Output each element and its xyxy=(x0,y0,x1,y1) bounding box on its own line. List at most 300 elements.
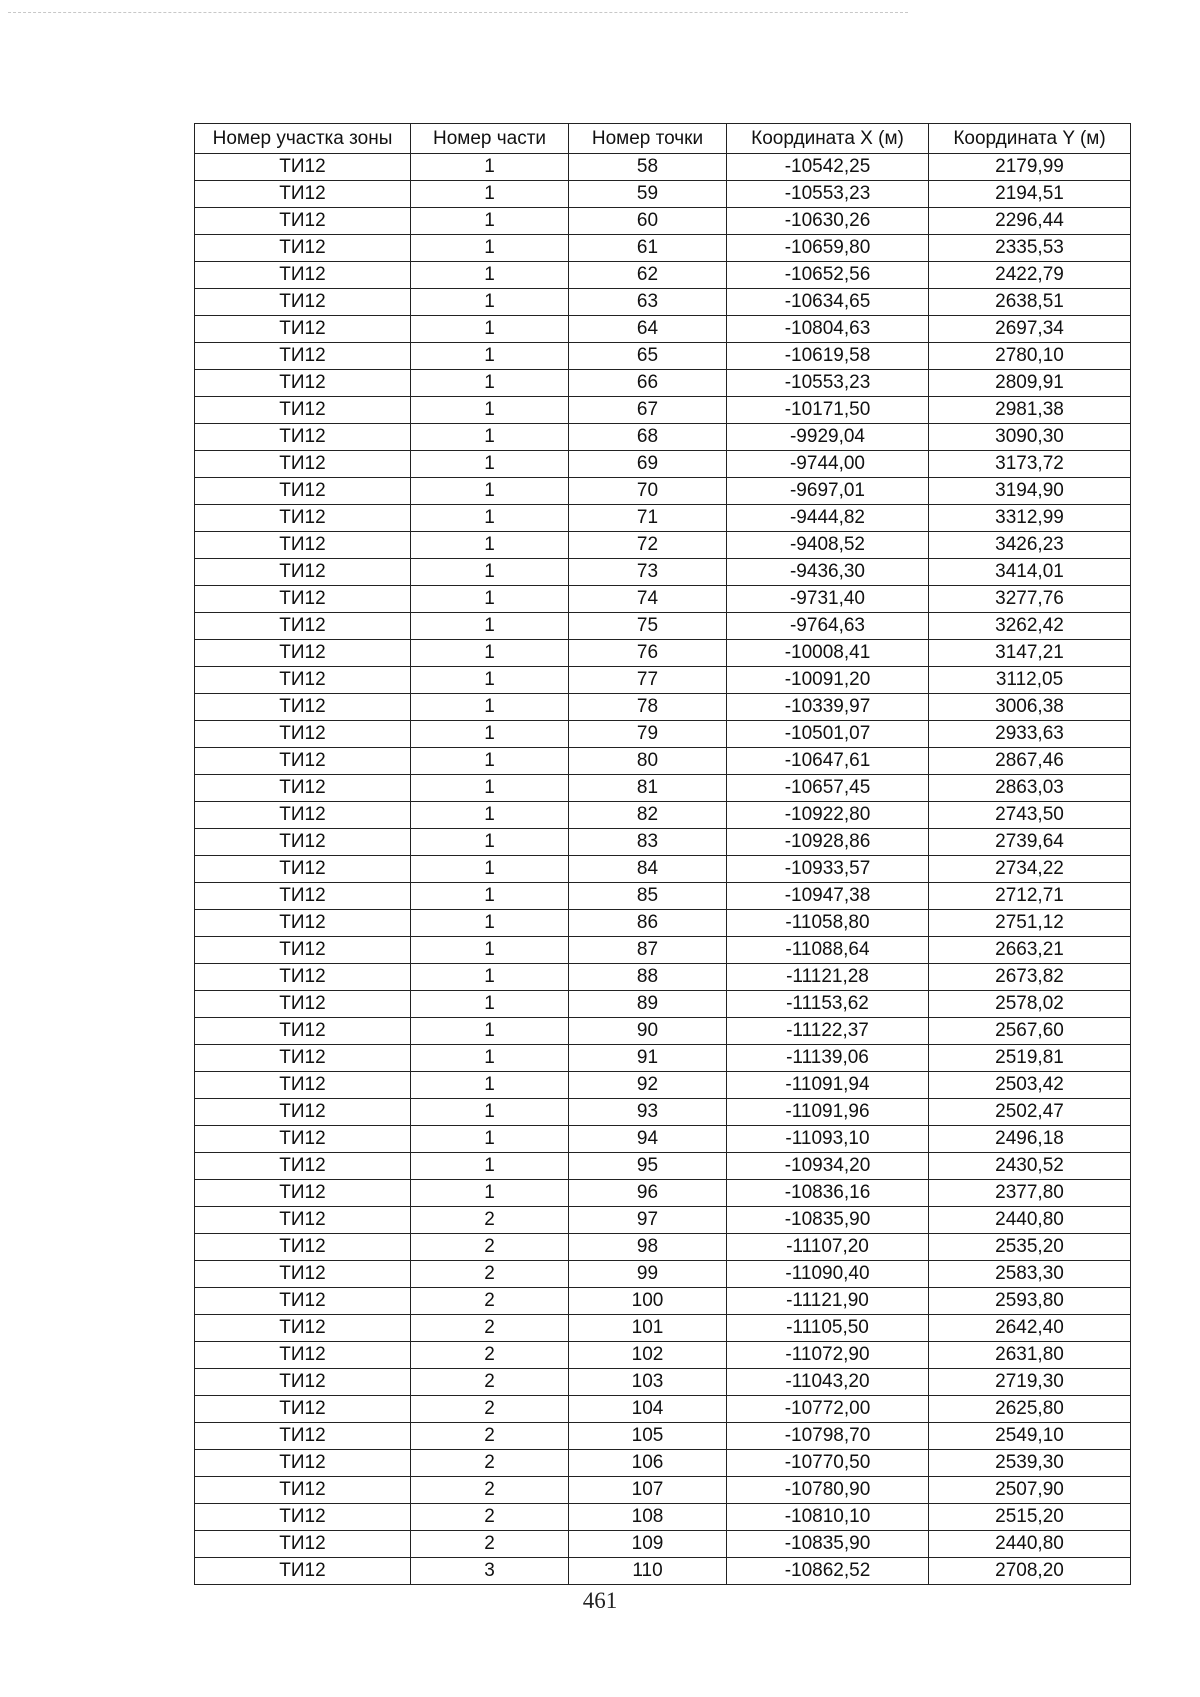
cell-part-number: 1 xyxy=(411,1018,569,1045)
table-row xyxy=(195,1396,1131,1423)
cell-coordinate-y: 2739,64 xyxy=(929,829,1131,856)
cell-coordinate-y: 2734,22 xyxy=(929,856,1131,883)
cell-coordinate-x: -10772,00 xyxy=(727,1396,929,1423)
cell-point-number: 99 xyxy=(569,1261,727,1288)
cell-coordinate-y: 3147,21 xyxy=(929,640,1131,667)
cell-zone-section: ТИ12 xyxy=(195,991,411,1018)
cell-coordinate-y: 2539,30 xyxy=(929,1450,1131,1477)
cell-coordinate-y: 2981,38 xyxy=(929,397,1131,424)
cell-zone-section: ТИ12 xyxy=(195,181,411,208)
table-row xyxy=(195,1423,1131,1450)
cell-zone-section: ТИ12 xyxy=(195,1450,411,1477)
table-row xyxy=(195,1099,1131,1126)
cell-part-number: 2 xyxy=(411,1477,569,1504)
cell-coordinate-y: 3173,72 xyxy=(929,451,1131,478)
table-row xyxy=(195,1153,1131,1180)
cell-coordinate-x: -10862,52 xyxy=(727,1558,929,1585)
cell-zone-section: ТИ12 xyxy=(195,1396,411,1423)
cell-point-number: 70 xyxy=(569,478,727,505)
cell-zone-section: ТИ12 xyxy=(195,343,411,370)
cell-part-number: 1 xyxy=(411,559,569,586)
cell-zone-section: ТИ12 xyxy=(195,1153,411,1180)
cell-point-number: 105 xyxy=(569,1423,727,1450)
cell-zone-section: ТИ12 xyxy=(195,505,411,532)
cell-coordinate-y: 2535,20 xyxy=(929,1234,1131,1261)
cell-point-number: 98 xyxy=(569,1234,727,1261)
cell-coordinate-x: -9444,82 xyxy=(727,505,929,532)
cell-point-number: 91 xyxy=(569,1045,727,1072)
cell-coordinate-y: 3112,05 xyxy=(929,667,1131,694)
cell-coordinate-x: -11139,06 xyxy=(727,1045,929,1072)
cell-point-number: 102 xyxy=(569,1342,727,1369)
cell-zone-section: ТИ12 xyxy=(195,694,411,721)
cell-zone-section: ТИ12 xyxy=(195,883,411,910)
cell-coordinate-y: 3414,01 xyxy=(929,559,1131,586)
cell-part-number: 1 xyxy=(411,721,569,748)
cell-zone-section: ТИ12 xyxy=(195,208,411,235)
cell-zone-section: ТИ12 xyxy=(195,640,411,667)
cell-coordinate-y: 2863,03 xyxy=(929,775,1131,802)
cell-point-number: 62 xyxy=(569,262,727,289)
table-row xyxy=(195,1477,1131,1504)
cell-zone-section: ТИ12 xyxy=(195,1072,411,1099)
cell-coordinate-y: 2593,80 xyxy=(929,1288,1131,1315)
cell-part-number: 1 xyxy=(411,1126,569,1153)
cell-zone-section: ТИ12 xyxy=(195,1180,411,1207)
cell-coordinate-x: -9436,30 xyxy=(727,559,929,586)
table-row xyxy=(195,1234,1131,1261)
cell-point-number: 88 xyxy=(569,964,727,991)
cell-point-number: 80 xyxy=(569,748,727,775)
table-body xyxy=(195,154,1131,1585)
cell-coordinate-y: 2642,40 xyxy=(929,1315,1131,1342)
cell-point-number: 93 xyxy=(569,1099,727,1126)
cell-part-number: 2 xyxy=(411,1342,569,1369)
table-row xyxy=(195,613,1131,640)
cell-part-number: 1 xyxy=(411,1099,569,1126)
cell-part-number: 1 xyxy=(411,1180,569,1207)
cell-part-number: 2 xyxy=(411,1288,569,1315)
cell-coordinate-x: -9731,40 xyxy=(727,586,929,613)
cell-coordinate-y: 3262,42 xyxy=(929,613,1131,640)
cell-coordinate-y: 3277,76 xyxy=(929,586,1131,613)
table-row xyxy=(195,1531,1131,1558)
cell-part-number: 2 xyxy=(411,1261,569,1288)
cell-zone-section: ТИ12 xyxy=(195,937,411,964)
cell-coordinate-y: 2440,80 xyxy=(929,1531,1131,1558)
cell-point-number: 67 xyxy=(569,397,727,424)
cell-coordinate-y: 2578,02 xyxy=(929,991,1131,1018)
cell-coordinate-y: 2567,60 xyxy=(929,1018,1131,1045)
cell-coordinate-x: -10339,97 xyxy=(727,694,929,721)
cell-zone-section: ТИ12 xyxy=(195,397,411,424)
cell-point-number: 74 xyxy=(569,586,727,613)
cell-coordinate-x: -11153,62 xyxy=(727,991,929,1018)
cell-coordinate-x: -11121,28 xyxy=(727,964,929,991)
table-row xyxy=(195,721,1131,748)
cell-part-number: 2 xyxy=(411,1234,569,1261)
cell-coordinate-y: 2519,81 xyxy=(929,1045,1131,1072)
cell-point-number: 97 xyxy=(569,1207,727,1234)
cell-coordinate-y: 2631,80 xyxy=(929,1342,1131,1369)
cell-point-number: 103 xyxy=(569,1369,727,1396)
cell-part-number: 1 xyxy=(411,1072,569,1099)
cell-part-number: 1 xyxy=(411,154,569,181)
cell-coordinate-y: 2780,10 xyxy=(929,343,1131,370)
cell-coordinate-x: -10934,20 xyxy=(727,1153,929,1180)
cell-zone-section: ТИ12 xyxy=(195,1045,411,1072)
table-row xyxy=(195,1504,1131,1531)
table-row xyxy=(195,1018,1131,1045)
cell-point-number: 77 xyxy=(569,667,727,694)
cell-part-number: 1 xyxy=(411,640,569,667)
table-row xyxy=(195,1558,1131,1585)
cell-coordinate-y: 2751,12 xyxy=(929,910,1131,937)
table-row xyxy=(195,451,1131,478)
cell-zone-section: ТИ12 xyxy=(195,235,411,262)
cell-zone-section: ТИ12 xyxy=(195,1018,411,1045)
table-row xyxy=(195,829,1131,856)
cell-point-number: 59 xyxy=(569,181,727,208)
cell-part-number: 1 xyxy=(411,829,569,856)
table-row xyxy=(195,397,1131,424)
header-coordinate-x: Координата X (м) xyxy=(727,124,929,154)
cell-coordinate-x: -9697,01 xyxy=(727,478,929,505)
cell-coordinate-y: 2503,42 xyxy=(929,1072,1131,1099)
table-row xyxy=(195,343,1131,370)
cell-coordinate-y: 2515,20 xyxy=(929,1504,1131,1531)
table-row xyxy=(195,181,1131,208)
cell-zone-section: ТИ12 xyxy=(195,775,411,802)
cell-part-number: 1 xyxy=(411,316,569,343)
cell-zone-section: ТИ12 xyxy=(195,316,411,343)
cell-point-number: 95 xyxy=(569,1153,727,1180)
cell-point-number: 107 xyxy=(569,1477,727,1504)
cell-coordinate-x: -11107,20 xyxy=(727,1234,929,1261)
cell-zone-section: ТИ12 xyxy=(195,829,411,856)
table-row xyxy=(195,802,1131,829)
cell-part-number: 2 xyxy=(411,1423,569,1450)
cell-coordinate-x: -11072,90 xyxy=(727,1342,929,1369)
cell-zone-section: ТИ12 xyxy=(195,154,411,181)
cell-part-number: 1 xyxy=(411,586,569,613)
cell-zone-section: ТИ12 xyxy=(195,1261,411,1288)
cell-zone-section: ТИ12 xyxy=(195,613,411,640)
cell-coordinate-y: 2430,52 xyxy=(929,1153,1131,1180)
cell-point-number: 76 xyxy=(569,640,727,667)
cell-point-number: 64 xyxy=(569,316,727,343)
cell-zone-section: ТИ12 xyxy=(195,1288,411,1315)
cell-coordinate-y: 2296,44 xyxy=(929,208,1131,235)
cell-zone-section: ТИ12 xyxy=(195,1369,411,1396)
cell-zone-section: ТИ12 xyxy=(195,1126,411,1153)
table-row xyxy=(195,694,1131,721)
cell-zone-section: ТИ12 xyxy=(195,667,411,694)
cell-point-number: 87 xyxy=(569,937,727,964)
cell-coordinate-x: -10810,10 xyxy=(727,1504,929,1531)
cell-point-number: 101 xyxy=(569,1315,727,1342)
cell-point-number: 92 xyxy=(569,1072,727,1099)
cell-zone-section: ТИ12 xyxy=(195,532,411,559)
cell-part-number: 1 xyxy=(411,694,569,721)
table-row xyxy=(195,667,1131,694)
cell-coordinate-x: -10171,50 xyxy=(727,397,929,424)
cell-coordinate-y: 2422,79 xyxy=(929,262,1131,289)
cell-coordinate-x: -11090,40 xyxy=(727,1261,929,1288)
cell-point-number: 82 xyxy=(569,802,727,829)
cell-coordinate-x: -10928,86 xyxy=(727,829,929,856)
table-row xyxy=(195,748,1131,775)
cell-zone-section: ТИ12 xyxy=(195,289,411,316)
cell-part-number: 1 xyxy=(411,883,569,910)
cell-coordinate-x: -9744,00 xyxy=(727,451,929,478)
cell-part-number: 1 xyxy=(411,451,569,478)
table-row xyxy=(195,208,1131,235)
cell-coordinate-x: -10947,38 xyxy=(727,883,929,910)
cell-coordinate-y: 2719,30 xyxy=(929,1369,1131,1396)
cell-zone-section: ТИ12 xyxy=(195,478,411,505)
cell-coordinate-y: 2743,50 xyxy=(929,802,1131,829)
cell-part-number: 1 xyxy=(411,343,569,370)
cell-point-number: 108 xyxy=(569,1504,727,1531)
cell-coordinate-y: 3090,30 xyxy=(929,424,1131,451)
cell-coordinate-x: -10836,16 xyxy=(727,1180,929,1207)
cell-coordinate-y: 2502,47 xyxy=(929,1099,1131,1126)
cell-point-number: 66 xyxy=(569,370,727,397)
cell-coordinate-y: 2377,80 xyxy=(929,1180,1131,1207)
cell-part-number: 1 xyxy=(411,370,569,397)
cell-point-number: 72 xyxy=(569,532,727,559)
table-row xyxy=(195,1207,1131,1234)
cell-coordinate-x: -11088,64 xyxy=(727,937,929,964)
cell-point-number: 109 xyxy=(569,1531,727,1558)
header-zone-section-number: Номер участка зоны xyxy=(195,124,411,154)
cell-part-number: 3 xyxy=(411,1558,569,1585)
cell-coordinate-x: -11105,50 xyxy=(727,1315,929,1342)
cell-part-number: 2 xyxy=(411,1531,569,1558)
cell-zone-section: ТИ12 xyxy=(195,451,411,478)
cell-point-number: 100 xyxy=(569,1288,727,1315)
cell-coordinate-x: -10770,50 xyxy=(727,1450,929,1477)
cell-coordinate-y: 2638,51 xyxy=(929,289,1131,316)
cell-coordinate-x: -10933,57 xyxy=(727,856,929,883)
cell-part-number: 1 xyxy=(411,991,569,1018)
cell-point-number: 89 xyxy=(569,991,727,1018)
cell-point-number: 68 xyxy=(569,424,727,451)
table-row xyxy=(195,775,1131,802)
table-row xyxy=(195,1072,1131,1099)
cell-zone-section: ТИ12 xyxy=(195,1531,411,1558)
table-row xyxy=(195,316,1131,343)
cell-zone-section: ТИ12 xyxy=(195,1315,411,1342)
coordinates-table xyxy=(194,123,1131,1585)
cell-coordinate-y: 2440,80 xyxy=(929,1207,1131,1234)
cell-zone-section: ТИ12 xyxy=(195,1342,411,1369)
cell-part-number: 1 xyxy=(411,667,569,694)
table-row xyxy=(195,991,1131,1018)
cell-coordinate-y: 3312,99 xyxy=(929,505,1131,532)
cell-zone-section: ТИ12 xyxy=(195,856,411,883)
cell-coordinate-x: -10798,70 xyxy=(727,1423,929,1450)
table-row xyxy=(195,883,1131,910)
cell-zone-section: ТИ12 xyxy=(195,802,411,829)
cell-coordinate-y: 2507,90 xyxy=(929,1477,1131,1504)
cell-point-number: 69 xyxy=(569,451,727,478)
table-row xyxy=(195,856,1131,883)
cell-part-number: 1 xyxy=(411,289,569,316)
table-row xyxy=(195,478,1131,505)
cell-point-number: 75 xyxy=(569,613,727,640)
cell-zone-section: ТИ12 xyxy=(195,910,411,937)
cell-point-number: 84 xyxy=(569,856,727,883)
cell-zone-section: ТИ12 xyxy=(195,262,411,289)
cell-zone-section: ТИ12 xyxy=(195,370,411,397)
cell-part-number: 1 xyxy=(411,505,569,532)
cell-zone-section: ТИ12 xyxy=(195,1234,411,1261)
cell-coordinate-y: 3194,90 xyxy=(929,478,1131,505)
cell-coordinate-x: -11091,94 xyxy=(727,1072,929,1099)
cell-coordinate-y: 2867,46 xyxy=(929,748,1131,775)
cell-zone-section: ТИ12 xyxy=(195,1558,411,1585)
cell-coordinate-x: -10657,45 xyxy=(727,775,929,802)
cell-point-number: 73 xyxy=(569,559,727,586)
table-row xyxy=(195,586,1131,613)
table-row xyxy=(195,1342,1131,1369)
cell-coordinate-x: -10553,23 xyxy=(727,181,929,208)
table-header-row xyxy=(195,124,1131,154)
cell-coordinate-y: 2549,10 xyxy=(929,1423,1131,1450)
table-row xyxy=(195,937,1131,964)
cell-point-number: 104 xyxy=(569,1396,727,1423)
cell-zone-section: ТИ12 xyxy=(195,964,411,991)
cell-coordinate-x: -10835,90 xyxy=(727,1531,929,1558)
table-row xyxy=(195,640,1131,667)
cell-coordinate-y: 2194,51 xyxy=(929,181,1131,208)
page-number: 461 xyxy=(582,1588,618,1613)
cell-part-number: 1 xyxy=(411,208,569,235)
cell-part-number: 1 xyxy=(411,910,569,937)
cell-coordinate-y: 2809,91 xyxy=(929,370,1131,397)
table-row xyxy=(195,1450,1131,1477)
cell-part-number: 1 xyxy=(411,748,569,775)
cell-part-number: 1 xyxy=(411,1045,569,1072)
cell-point-number: 60 xyxy=(569,208,727,235)
cell-point-number: 61 xyxy=(569,235,727,262)
cell-coordinate-x: -10780,90 xyxy=(727,1477,929,1504)
cell-point-number: 94 xyxy=(569,1126,727,1153)
cell-coordinate-x: -9408,52 xyxy=(727,532,929,559)
cell-part-number: 2 xyxy=(411,1315,569,1342)
cell-point-number: 81 xyxy=(569,775,727,802)
table-row xyxy=(195,559,1131,586)
table-row xyxy=(195,1369,1131,1396)
cell-part-number: 1 xyxy=(411,397,569,424)
cell-point-number: 71 xyxy=(569,505,727,532)
cell-coordinate-x: -10008,41 xyxy=(727,640,929,667)
cell-coordinate-x: -9764,63 xyxy=(727,613,929,640)
cell-zone-section: ТИ12 xyxy=(195,1099,411,1126)
cell-part-number: 1 xyxy=(411,775,569,802)
cell-coordinate-y: 2708,20 xyxy=(929,1558,1131,1585)
cell-coordinate-y: 2663,21 xyxy=(929,937,1131,964)
cell-point-number: 106 xyxy=(569,1450,727,1477)
cell-coordinate-y: 2179,99 xyxy=(929,154,1131,181)
table-row xyxy=(195,235,1131,262)
cell-coordinate-x: -11043,20 xyxy=(727,1369,929,1396)
cell-coordinate-x: -10091,20 xyxy=(727,667,929,694)
cell-zone-section: ТИ12 xyxy=(195,1477,411,1504)
cell-part-number: 1 xyxy=(411,478,569,505)
cell-coordinate-x: -10835,90 xyxy=(727,1207,929,1234)
header-part-number: Номер части xyxy=(411,124,569,154)
table-row xyxy=(195,1045,1131,1072)
cell-coordinate-y: 3426,23 xyxy=(929,532,1131,559)
cell-part-number: 1 xyxy=(411,424,569,451)
cell-point-number: 90 xyxy=(569,1018,727,1045)
table-row xyxy=(195,910,1131,937)
cell-zone-section: ТИ12 xyxy=(195,1504,411,1531)
cell-coordinate-x: -11121,90 xyxy=(727,1288,929,1315)
cell-coordinate-y: 2625,80 xyxy=(929,1396,1131,1423)
cell-coordinate-x: -10630,26 xyxy=(727,208,929,235)
cell-coordinate-y: 3006,38 xyxy=(929,694,1131,721)
cell-part-number: 2 xyxy=(411,1504,569,1531)
cell-point-number: 78 xyxy=(569,694,727,721)
cell-point-number: 63 xyxy=(569,289,727,316)
cell-zone-section: ТИ12 xyxy=(195,424,411,451)
cell-part-number: 1 xyxy=(411,532,569,559)
cell-coordinate-y: 2335,53 xyxy=(929,235,1131,262)
table-row xyxy=(195,964,1131,991)
table-row xyxy=(195,370,1131,397)
cell-point-number: 86 xyxy=(569,910,727,937)
cell-part-number: 1 xyxy=(411,856,569,883)
cell-coordinate-x: -10922,80 xyxy=(727,802,929,829)
table-row xyxy=(195,1315,1131,1342)
table-row xyxy=(195,1288,1131,1315)
cell-part-number: 2 xyxy=(411,1369,569,1396)
table-row xyxy=(195,532,1131,559)
table-row xyxy=(195,262,1131,289)
header-coordinate-y: Координата Y (м) xyxy=(929,124,1131,154)
cell-point-number: 65 xyxy=(569,343,727,370)
cell-coordinate-x: -10659,80 xyxy=(727,235,929,262)
cell-part-number: 1 xyxy=(411,937,569,964)
cell-coordinate-x: -10553,23 xyxy=(727,370,929,397)
cell-coordinate-x: -10647,61 xyxy=(727,748,929,775)
table-row xyxy=(195,424,1131,451)
cell-part-number: 2 xyxy=(411,1396,569,1423)
cell-coordinate-x: -11122,37 xyxy=(727,1018,929,1045)
table-row xyxy=(195,289,1131,316)
cell-point-number: 83 xyxy=(569,829,727,856)
cell-coordinate-x: -10619,58 xyxy=(727,343,929,370)
cell-part-number: 2 xyxy=(411,1450,569,1477)
cell-part-number: 1 xyxy=(411,1153,569,1180)
cell-coordinate-x: -11091,96 xyxy=(727,1099,929,1126)
cell-part-number: 1 xyxy=(411,964,569,991)
table-row xyxy=(195,1261,1131,1288)
cell-zone-section: ТИ12 xyxy=(195,1423,411,1450)
table-row xyxy=(195,1180,1131,1207)
cell-point-number: 58 xyxy=(569,154,727,181)
header-point-number: Номер точки xyxy=(569,124,727,154)
cell-part-number: 1 xyxy=(411,262,569,289)
cell-part-number: 1 xyxy=(411,181,569,208)
cell-coordinate-x: -11093,10 xyxy=(727,1126,929,1153)
cell-coordinate-y: 2697,34 xyxy=(929,316,1131,343)
cell-coordinate-x: -10542,25 xyxy=(727,154,929,181)
